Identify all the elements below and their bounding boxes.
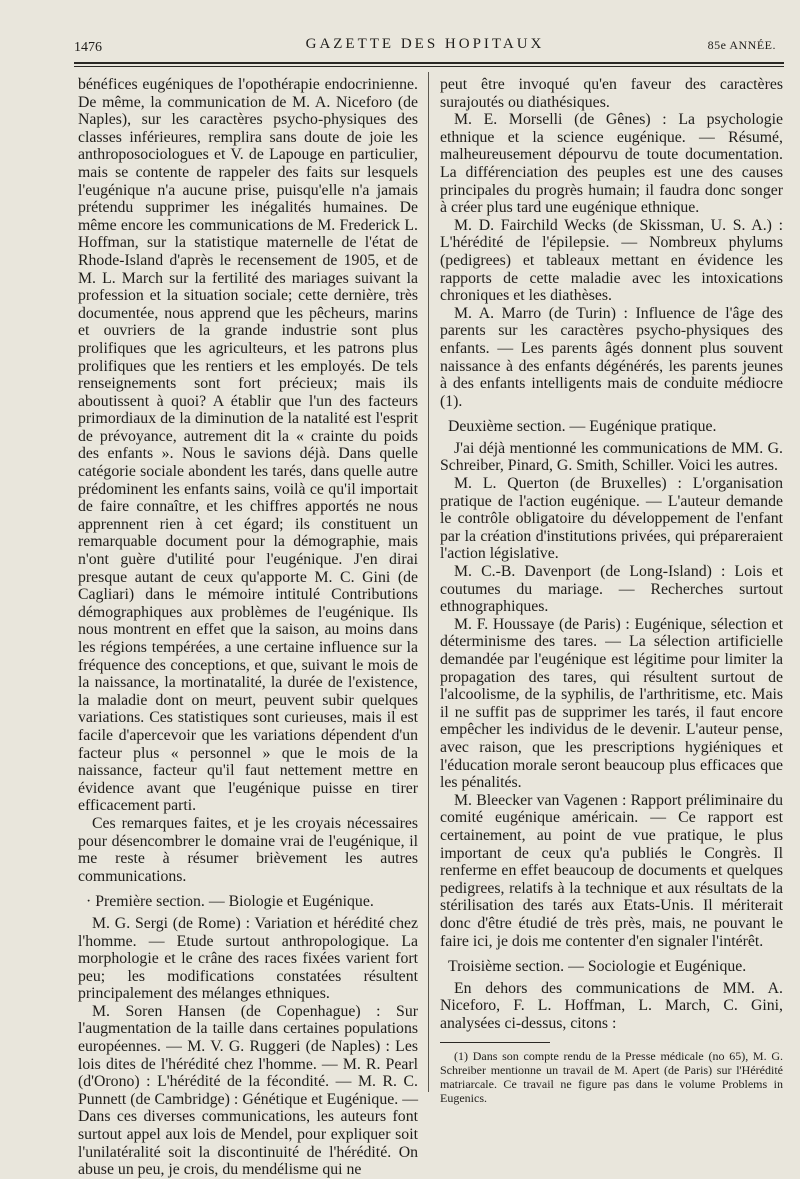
paragraph: M. E. Morselli (de Gênes) : La psychologie ethnique et la science eugénique. — Résumé, malheureusement dépourvu de toute documentation. La différenciation des peuples est une des causes principales du progrès humain; il faudra donc songer à créer plus tard une eugénique ethnique. — [440, 111, 783, 217]
left-column — [78, 76, 418, 1179]
paragraph: En dehors des communications de MM. A. Niceforo, F. L. Hoffman, L. March, C. Gini, analysées ci-dessus, citons : — [440, 979, 783, 1032]
paragraph: M. Bleecker van Vagenen : Rapport préliminaire du comité eugénique américain. — Ce rapport est certainement, au point de vue pratique, le plus important de ceux qu'a publiés le Congrès. Il renferme en effet beaucoup de documents et quelques pedigrees, relatifs à la technique et aux résultats de la stérilisation des tarés aux Etats-Unis. Il mériterait donc d'être étudié de très près, mais, ne pouvant le faire ici, je dois me contenter d'en signaler l'intérêt. — [440, 791, 783, 950]
paragraph: M. A. Marro (de Turin) : Influence de l'âge des parents sur les caractères psycho-physiques des enfants. — Les parents âgés donnent plus souvent naissance à des enfants dégénérés, les parents jeunes à des enfants intelligents mais de conduite médiocre (1). — [440, 304, 783, 410]
paragraph: M. Soren Hansen (de Copenhague) : Sur l'augmentation de la taille dans certaines populations européennes. — M. V. G. Ruggeri (de Naples) : Les lois dites de l'hérédité chez l'homme. — M. R. Pearl (d'Orono) : L'hérédité de la fécondité. — M. R. C. Punnett (de Cambridge) : Génétique et Eugénique. — Dans ces diverses communications, les auteurs font surtout appel aux lois de Mendel, pour expliquer soit l'unilatéralité soit la discontinuité de l'hérédité. On abuse un peu, je crois, du mendélisme qui ne — [78, 1002, 418, 1179]
page-header — [60, 34, 790, 56]
paragraph: peut être invoqué qu'en faveur des caractères surajoutés ou diathésiques. — [440, 76, 783, 111]
paragraph: M. G. Sergi (de Rome) : Variation et hérédité chez l'homme. — Etude surtout anthropologique. La morphologie et le crâne des races fixées varient fort peu; les modifications constatées résultent principalement des mélanges ethniques. — [78, 914, 418, 1003]
header-rule — [74, 62, 784, 64]
section-heading: · Première section. — Biologie et Eugénique. — [86, 893, 374, 911]
section-heading: Troisième section. — Sociologie et Eugénique. — [448, 958, 747, 976]
paragraph: bénéfices eugéniques de l'opothérapie endocrinienne. De même, la communication de M. A. Niceforo (de Naples), sur les caractères psycho-physiques des classes inférieures, remplira sans doute de joie les anthroposociologues et V. de Lapouge en particulier, mais se contente de rappeler des faits sur lesquels l'eugénique n'a aucune prise, puisqu'elle n'a jamais prétendu supprimer les inégalités humaines. De même encore les communications de M. Frederick L. Hoffman, sur la statistique maternelle de l'état de Rhode-Island d'après le recensement de 1905, et de M. L. March sur la fertilité des mariages suivant la profession et la situation sociale; cette dernière, très documentée, nous apprend que les pêcheurs, marins et ouvriers de la grande industrie sont plus prolifiques que les agriculteurs, et les patrons plus prolifiques que les rentiers et les employés. De tels renseignements sont fort précieux; mais ils aboutissent à quoi? A établir que l'un des facteurs primordiaux de la diminution de la natalité est l'esprit de prévoyance, autrement dit la « crainte du poids des enfants ». Nous le savions déjà. Dans quelle catégorie sociale abondent les tarés, dans quelle autre prédominent les enfants sains, voilà ce qu'il importait de faire connaître, et les chiffres apportés ne nous apprennent rien à cet égard; ils constituent un remarquable document pour la démographie, mais n'ont guère d'utilité pour l'eugénique. J'en dirai presque autant de ceux qu'apporte M. C. Gini (de Cagliari) dans le mémoire intitulé Contributions démographiques aux problèmes de l'eugénique. Ils nous montrent en effet que la saison, au moins dans les régions tempérées, a une certaine influence sur la fréquence des conceptions, et que, suivant le mois de la naissance, la mortinatalité, la durée de l'existence, la maladie dont on meurt, peuvent subir quelques variations. Ces statistiques sont curieuses, mais il est facile d'apercevoir que les variations dépendent d'un facteur plus « personnel » que le mois de la naissance, facteur qu'il faut nettement mettre en évidence avant que l'eugénique puisse en tirer efficacement parti. — [78, 76, 418, 815]
header-rule-thin — [74, 66, 784, 67]
footnote-rule — [440, 1042, 550, 1043]
paragraph: M. D. Fairchild Wecks (de Skissman, U. S. A.) : L'hérédité de l'épilepsie. — Nombreux phylums (pedigrees) et tableaux mettant en évidence les rapports de cette maladie avec les intoxications chroniques et les diathèses. — [440, 216, 783, 305]
section-heading: Deuxième section. — Eugénique pratique. — [448, 418, 717, 436]
year-label: 85e ANNÉE. — [707, 38, 776, 52]
paragraph: M. F. Houssaye (de Paris) : Eugénique, sélection et déterminisme des tares. — La sélection artificielle demandée par l'eugénique est légitime pour limiter la propagation des tares, qui résultent surtout de l'alcoolisme, de la syphilis, de l'arthritisme, etc. Mais il ne suffit pas de supprimer les tarés, il faut encore empêcher les individus de le devenir. L'auteur pense, avec raison, que les prescriptions hygiéniques et l'éducation morale seront beaucoup plus efficaces que les pénalités. — [440, 615, 783, 792]
right-column — [440, 76, 783, 1105]
journal-title: GAZETTE DES HOPITAUX — [305, 36, 545, 52]
paragraph: M. C.-B. Davenport (de Long-Island) : Lois et coutumes du mariage. — Recherches surtout ethnographiques. — [440, 563, 783, 616]
paragraph: Ces remarques faites, et je les croyais nécessaires pour désencombrer le domaine vrai de l'eugénique, il me reste à résumer brièvement les autres communications. — [78, 814, 418, 885]
page-number: 1476 — [74, 40, 102, 55]
paragraph: M. L. Querton (de Bruxelles) : L'organisation pratique de l'action eugénique. — L'auteur demande le contrôle obligatoire du développement de l'enfant par la création d'institutions privées, qui prépareraient l'action législative. — [440, 475, 783, 563]
paragraph: J'ai déjà mentionné les communications de MM. G. Schreiber, Pinard, G. Smith, Schiller. Voici les autres. — [440, 439, 783, 475]
footnote: (1) Dans son compte rendu de la Presse médicale (no 65), M. G. Schreiber mentionne un travail de M. Apert (de Paris) sur l'Hérédité matriarcale. Ce travail ne figure pas dans le volume Problems in Eugenics. — [440, 1049, 783, 1106]
column-divider — [428, 72, 429, 1092]
